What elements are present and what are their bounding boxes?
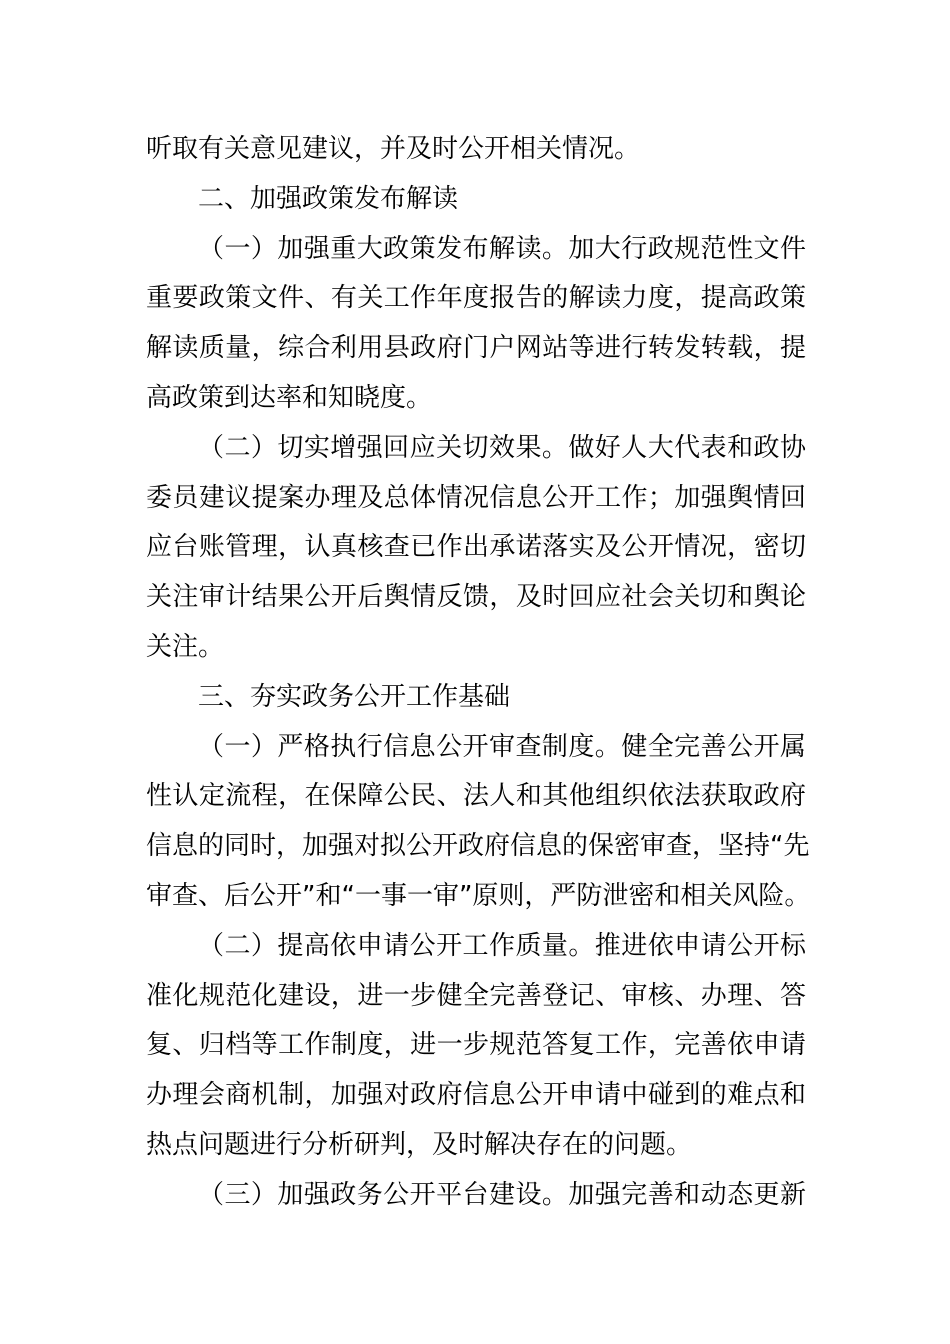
section-heading-3: 三、夯实政务公开工作基础 [198,681,511,712]
paragraph-line: （三）加强政务公开平台建设。加强完善和动态更新 [198,1179,806,1210]
paragraph-line: 信息的同时，加强对拟公开政府信息的保密审查，坚持“先 [146,831,810,862]
paragraph-line: 性认定流程，在保障公民、法人和其他组织依法获取政府 [146,781,806,812]
section-heading-2: 二、加强政策发布解读 [198,183,459,214]
paragraph-line: 委员建议提案办理及总体情况信息公开工作；加强舆情回 [146,482,806,513]
paragraph-line: （二）切实增强回应关切效果。做好人大代表和政协 [198,432,806,463]
paragraph-continuation-line: 听取有关意见建议，并及时公开相关情况。 [146,134,641,164]
paragraph-line: 准化规范化建设，进一步健全完善登记、审核、办理、答 [146,980,806,1011]
paragraph-line: 复、归档等工作制度，进一步规范答复工作，完善依申请 [146,1030,806,1061]
paragraph-line: 解读质量，综合利用县政府门户网站等进行转发转载，提 [146,333,806,364]
paragraph-line: （一）严格执行信息公开审查制度。健全完善公开属 [198,731,806,762]
paragraph-line: 办理会商机制，加强对政府信息公开申请中碰到的难点和 [146,1080,806,1111]
paragraph-line: 关注审计结果公开后舆情反馈，及时回应社会关切和舆论 [146,582,806,613]
paragraph-line: （一）加强重大政策发布解读。加大行政规范性文件 [198,233,806,264]
paragraph-line: （二）提高依申请公开工作质量。推进依申请公开标 [198,930,806,961]
paragraph-line: 关注。 [146,631,225,662]
paragraph-line: 高政策到达率和知晓度。 [146,382,433,413]
paragraph-line: 重要政策文件、有关工作年度报告的解读力度，提高政策 [146,283,806,314]
paragraph-line: 热点问题进行分析研判，及时解决存在的问题。 [146,1129,693,1160]
paragraph-line: 应台账管理，认真核查已作出承诺落实及公开情况，密切 [146,532,806,563]
paragraph-line: 审查、后公开”和“一事一审”原则，严防泄密和相关风险。 [146,880,811,911]
document-body [146,125,811,1221]
